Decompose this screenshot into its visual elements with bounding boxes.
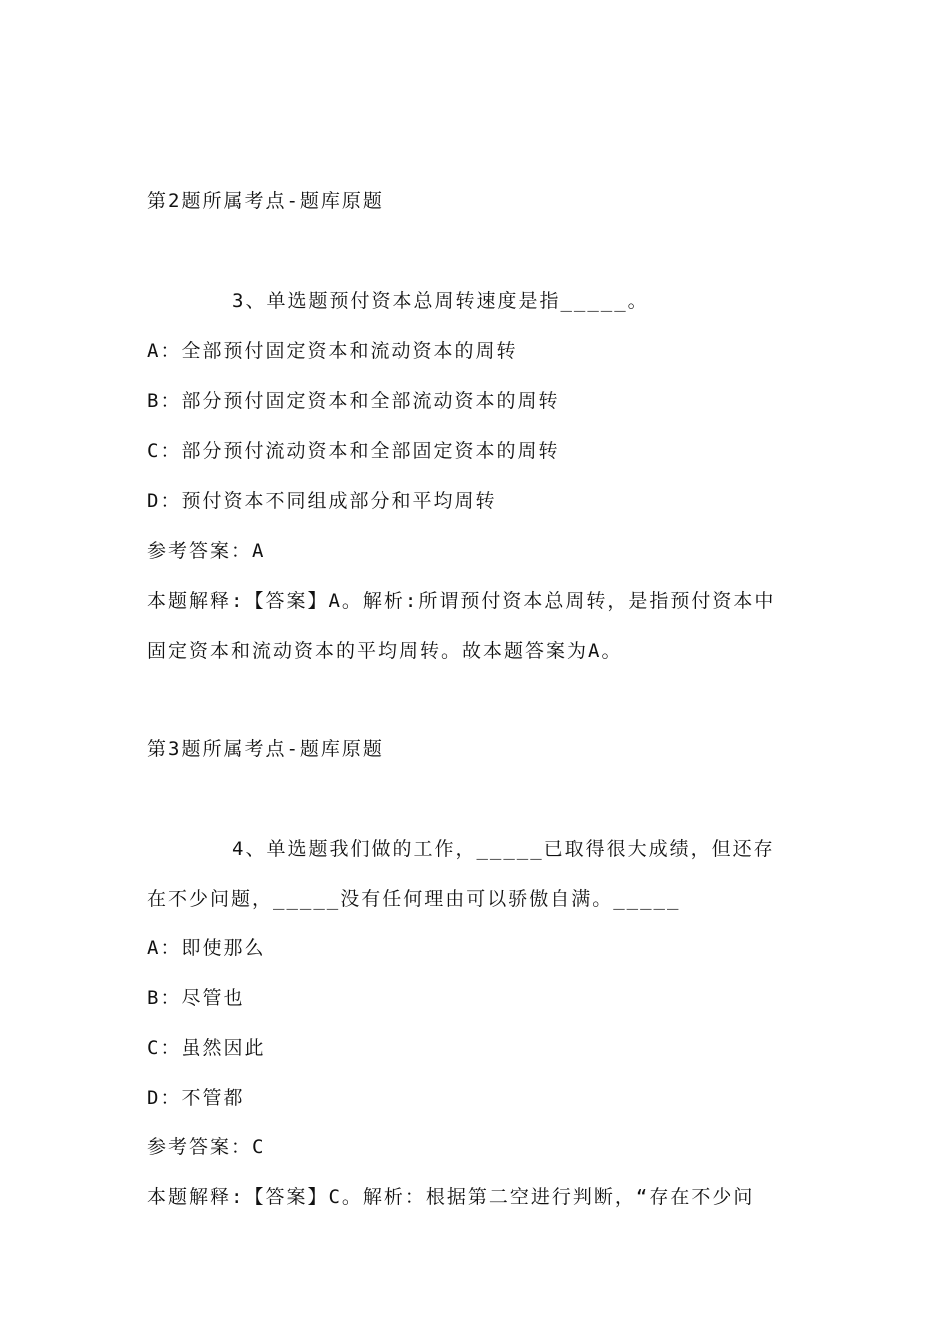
question-3-explanation-line-2: 固定资本和流动资本的平均周转。故本题答案为A。 (147, 640, 623, 662)
question-4-stem-line-1: 4、单选题我们做的工作，_____已取得很大成绩，但还存 (232, 838, 775, 860)
section-header-3: 第3题所属考点-题库原题 (147, 738, 384, 760)
question-4-option-c: C：虽然因此 (147, 1037, 266, 1059)
question-4-answer: 参考答案：C (147, 1136, 266, 1158)
question-3-answer: 参考答案：A (147, 540, 266, 562)
question-4-option-a: A：即使那么 (147, 937, 266, 959)
question-3-option-c: C：部分预付流动资本和全部固定资本的周转 (147, 440, 560, 462)
question-3-option-d: D：预付资本不同组成部分和平均周转 (147, 490, 497, 512)
question-4-option-b: B：尽管也 (147, 987, 245, 1009)
question-3-option-a: A：全部预付固定资本和流动资本的周转 (147, 340, 518, 362)
question-4-option-d: D：不管都 (147, 1087, 245, 1109)
question-3-option-b: B：部分预付固定资本和全部流动资本的周转 (147, 390, 560, 412)
question-3-stem: 3、单选题预付资本总周转速度是指_____。 (232, 290, 649, 312)
question-4-explanation-line-1: 本题解释:【答案】C。解析：根据第二空进行判断，“存在不少问 (147, 1186, 755, 1208)
question-4-stem-line-2: 在不少问题，_____没有任何理由可以骄傲自满。_____ (147, 888, 681, 910)
section-header-2: 第2题所属考点-题库原题 (147, 190, 384, 212)
question-3-explanation-line-1: 本题解释:【答案】A。解析:所谓预付资本总周转，是指预付资本中 (147, 590, 776, 612)
